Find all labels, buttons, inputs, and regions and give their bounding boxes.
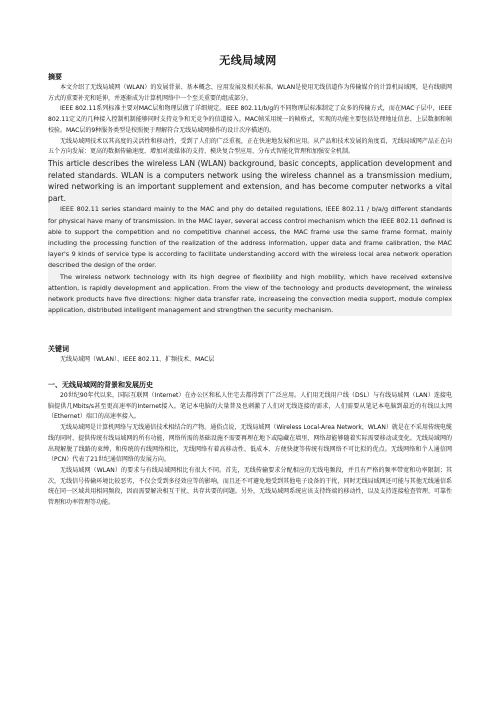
section-1-paragraph-2: 无线局域网是计算机网络与无线通信技术相结合的产物。通俗点说，无线局域网（Wireless Local-Area Network，WLAN）就是在不采用传统电缆线的同时，提供传统有线局域网的所有功能，网络所需的基础设施不需要再埋在地下或隐藏在墙里，网络却能够随着实际需要移动或变化。无线局域网的出现解脱了线路的束缚，和传统的有线网络相比，无线网络有着高移动性、低成本、方便快捷等传统有线网络不可比拟的优点。无线网络和个人通信网（PCN）代表了21世纪通信网络的发展方向。 [48,424,452,464]
abstract-en-block [48,158,452,316]
abstract-heading: 摘要 [48,73,62,81]
section-1-paragraph-3: 无线局域网（WLAN）的要求与有线局域网相比有很大不同。首先，无线传输要求分配相应的无线电频段，并且有严格的频率带宽和功率限制；其次，无线信号传输环境比较恶劣，不仅会受到多径效应等的影响，而且还不可避免地受到其他电子设备的干扰，同时无线局域网还可能与其他无线通信系统在同一区域共用相同频段，因而需要解决相互干扰、共存共要的问题。另外，无线局域网系统应该支持终端的移动性，以及支持连接检查管理、可靠性管理和功率管理等功能。 [48,466,452,507]
abstract-cn-paragraph-1: 本文介绍了无线局域网（WLAN）的发展背景、基本概念、应用发展及相关标准。WLAN是使用无线信道作为传输媒介的计算机局域网，是有线联网方式的重要补充和延伸，并逐渐成为计算机网络中一个至关重要的组成部分。 [48,84,452,102]
keywords-heading: 关键词 [48,345,69,354]
abstract-en-paragraph-1: This article describes the wireless LAN (WLAN) background, basic concepts, application development and related standards. WLAN is a computers network using the wireless channel as a transmission medium, wired networking is an important supplement and extension, and has become computer networks a vital part. [48,158,452,203]
abstract-en-paragraph-2: IEEE 802.11 series standard mainly to the MAC and phy do detailed regulations, IEEE 802.11 / b/a/g different standards for physical have many of transmission. In the MAC layer, several access control mechanism which the IEEE 802.11 defined is able to support the competition and no competitive channel access, the MAC frame use the same frame format, mainly including the processing function of the realization of the address information, upper data and frame calibration, the MAC layer's 9 kinds of service type is according to facilitate understanding accord with the wireless local area network operation described the design of the order. [48,205,452,270]
document-title: 无线局域网 [219,54,277,67]
document-content [48,70,452,509]
abstract-en-paragraph-3: The wireless network technology with its high degree of flexibility and high mobility, which have received extensive attention, is rapidly development and application. From the view of the technology and products development, the wireless network products have five directions: higher data transfer rate, increaseing the convection media support, module complex application, distributed intelligent management and strengthen the security mechanism. [48,272,452,315]
keywords-text: 无线局域网（WLAN）、IEEE 802.11、扩频技术、MAC层 [60,356,215,364]
abstract-cn-paragraph-2: IEEE 802.11系列标准主要对MAC层和物理层做了详细规定。IEEE 802.11/b/g的不同物理层标准制定了众多的传输方式，而在MAC子层中，IEEE 802.11定义的几种接入控制机制能够同时支持竞争和无竞争的信道接入。MAC帧采用统一的帧格式，实现的功能主要包括处理地址信息、上层数据和帧校验。MAC层的9种服务类型是按照便于理解符合无线局域网操作的设计次序描述的。 [48,105,452,134]
section-1-heading: 一、无线局域网的背景和发展历史 [48,381,153,390]
section-1-paragraph-1: 20世纪90年代以来，国际互联网（Internet）在办公区和私人住宅去都得到了广泛应用。人们用无线用户线（DSL）与有线局域网（LAN）连接电脑提供几Mbits/s甚至更高速率的Internet接入。笔记本电脑的大量普及也刺激了人们对无线连接的需求，人们需要从笔记本电脑到最近的有线以太网（Ethernet）端口的高速率接入。 [48,392,452,421]
abstract-cn-paragraph-3: 无线局域网技术以其高度的灵活性和移动性，受到了人们的广泛重视，正在快速地发展和应用。从产品和技术发展的角度看，无线局域网产品正在向五个方向发展：更高的数据传输速度、增加对流媒体的支持、模块复合型应用、分布式智能化管理和加强安全机制。 [48,137,452,156]
